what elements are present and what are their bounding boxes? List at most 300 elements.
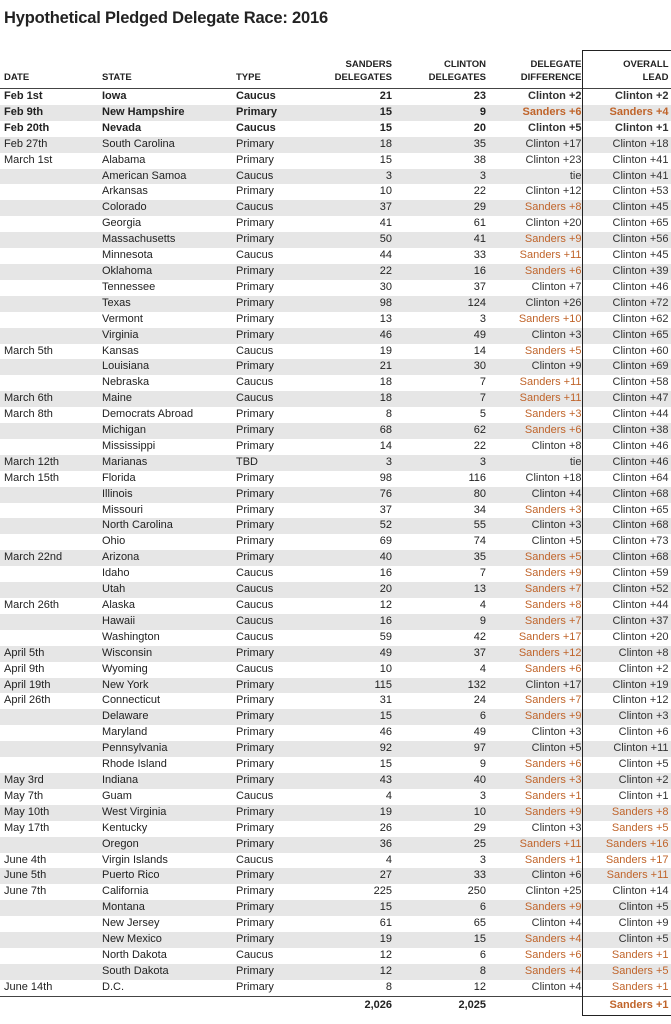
cell-state: Iowa <box>102 90 127 102</box>
cell-clinton-delegates: 24 <box>473 694 486 707</box>
table-row <box>0 153 671 169</box>
cell-state: Arizona <box>102 550 236 566</box>
cell-clinton-delegates: 34 <box>473 503 486 516</box>
cell-state: New Jersey <box>102 917 160 930</box>
cell-overall-lead: Clinton +68 <box>582 518 671 534</box>
cell-type: Primary <box>236 328 312 344</box>
cell-type: Primary <box>236 709 312 725</box>
table-row <box>0 884 671 900</box>
cell-delegate-difference: Clinton +18 <box>525 471 582 484</box>
cell-clinton-delegates: 29 <box>473 821 486 834</box>
cell-sanders-delegates: 50 <box>312 232 392 248</box>
cell-delegate-difference: Clinton +17 <box>486 678 582 694</box>
cell-sanders-delegates: 15 <box>379 153 392 166</box>
cell-overall-lead: Clinton +2 <box>582 662 671 678</box>
cell-date: Feb 20th <box>4 121 50 134</box>
table-row <box>0 678 671 694</box>
cell-clinton-delegates: 61 <box>473 217 486 230</box>
table-row <box>0 248 671 264</box>
cell-overall-lead: Clinton +65 <box>582 216 671 232</box>
cell-state: Connecticut <box>102 694 161 707</box>
cell-delegate-difference: Sanders +3 <box>524 408 582 421</box>
cell-sanders-delegates: 27 <box>312 868 392 884</box>
cell-clinton-delegates: 35 <box>392 137 486 153</box>
cell-date <box>0 248 102 264</box>
cell-type: Primary <box>236 280 274 293</box>
header-date: DATE <box>4 72 30 83</box>
cell-clinton-delegates: 55 <box>392 518 486 534</box>
cell-overall-lead: Clinton +64 <box>582 471 671 487</box>
cell-overall-lead: Clinton +41 <box>582 153 671 169</box>
table-row <box>0 391 671 407</box>
cell-date <box>0 359 102 375</box>
cell-delegate-difference: Sanders +4 <box>486 932 582 948</box>
cell-sanders-delegates: 4 <box>385 853 392 866</box>
cell-sanders-delegates: 18 <box>312 391 392 407</box>
cell-overall-lead: Clinton +68 <box>582 550 671 566</box>
cell-date <box>0 216 102 232</box>
cell-type: Caucus <box>236 391 312 407</box>
cell-overall-lead: Clinton +2 <box>582 773 671 789</box>
cell-overall-lead: Clinton +9 <box>582 916 671 932</box>
cell-sanders-delegates: 16 <box>379 567 392 580</box>
cell-date <box>0 264 102 280</box>
cell-delegate-difference: Clinton +4 <box>486 487 582 503</box>
cell-type: Primary <box>236 137 312 153</box>
cell-date: June 5th <box>0 868 102 884</box>
cell-type: Primary <box>236 471 274 484</box>
cell-overall-lead: Clinton +38 <box>582 423 671 439</box>
cell-overall-lead: Sanders +16 <box>582 837 671 853</box>
cell-state: South Dakota <box>102 964 236 980</box>
cell-delegate-difference: Clinton +6 <box>486 868 582 884</box>
cell-clinton-delegates: 38 <box>473 153 486 166</box>
cell-delegate-difference: Clinton +23 <box>525 153 582 166</box>
table-row <box>0 757 671 773</box>
cell-clinton-delegates: 10 <box>392 805 486 821</box>
cell-date: March 6th <box>0 391 102 407</box>
cell-date <box>0 900 102 916</box>
cell-overall-lead: Clinton +56 <box>582 232 671 248</box>
cell-sanders-delegates: 61 <box>379 917 392 930</box>
cell-type: Primary <box>236 678 312 694</box>
cell-overall-lead: Clinton +59 <box>582 566 671 582</box>
table-row <box>0 232 671 248</box>
cell-state: Colorado <box>102 200 236 216</box>
cell-sanders-delegates: 52 <box>312 518 392 534</box>
cell-state: Georgia <box>102 217 142 230</box>
cell-overall-lead: Clinton +1 <box>582 789 671 805</box>
cell-delegate-difference: tie <box>486 455 582 471</box>
cell-sanders-delegates: 59 <box>379 630 392 643</box>
cell-state: Oklahoma <box>102 264 236 280</box>
cell-type: Primary <box>236 185 274 198</box>
cell-date <box>0 312 102 328</box>
cell-date <box>0 916 102 932</box>
cell-sanders-delegates: 225 <box>373 885 392 898</box>
cell-clinton-delegates: 9 <box>479 758 486 771</box>
cell-clinton-delegates: 80 <box>392 487 486 503</box>
cell-sanders-delegates: 46 <box>312 328 392 344</box>
table-row <box>0 312 671 328</box>
cell-clinton-delegates: 3 <box>392 455 486 471</box>
cell-clinton-delegates: 16 <box>392 264 486 280</box>
table-row <box>0 105 671 121</box>
cell-type: Primary <box>236 503 274 516</box>
cell-sanders-delegates: 3 <box>312 169 392 185</box>
cell-type: TBD <box>236 455 312 471</box>
cell-sanders-delegates: 12 <box>312 964 392 980</box>
cell-sanders-delegates: 98 <box>379 471 392 484</box>
cell-clinton-delegates: 7 <box>392 391 486 407</box>
cell-date <box>0 837 102 853</box>
cell-delegate-difference: Sanders +1 <box>524 853 582 866</box>
cell-type: Caucus <box>236 853 274 866</box>
cell-overall-lead: Clinton +19 <box>582 678 671 694</box>
cell-sanders-delegates: 98 <box>312 296 392 312</box>
delegate-table <box>0 50 671 1016</box>
cell-date: April 19th <box>0 678 102 694</box>
cell-clinton-delegates: 25 <box>392 837 486 853</box>
cell-type: Primary <box>236 694 274 707</box>
cell-state: South Carolina <box>102 137 236 153</box>
cell-overall-lead: Sanders +8 <box>582 805 671 821</box>
cell-date <box>0 296 102 312</box>
cell-overall-lead: Clinton +45 <box>582 200 671 216</box>
cell-sanders-delegates: 43 <box>312 773 392 789</box>
cell-clinton-delegates: 20 <box>473 121 486 134</box>
table-row <box>0 646 671 662</box>
cell-state: Tennessee <box>102 280 156 293</box>
totals-spacer <box>236 996 312 1015</box>
cell-state: Nevada <box>102 121 142 134</box>
cell-overall-lead: Clinton +20 <box>582 630 671 646</box>
cell-type: Primary <box>236 980 274 993</box>
cell-date <box>0 439 102 455</box>
cell-overall-lead: Clinton +6 <box>582 725 671 741</box>
cell-clinton-delegates: 42 <box>473 630 486 643</box>
table-row <box>0 964 671 980</box>
cell-sanders-delegates: 8 <box>385 980 392 993</box>
cell-delegate-difference: Sanders +11 <box>519 249 582 262</box>
cell-state: West Virginia <box>102 805 236 821</box>
cell-delegate-difference: Sanders +10 <box>518 312 582 325</box>
cell-date <box>0 328 102 344</box>
cell-overall-lead: Clinton +37 <box>582 614 671 630</box>
cell-state: Texas <box>102 296 236 312</box>
cell-sanders-delegates: 21 <box>379 90 392 102</box>
cell-type: Primary <box>236 758 274 771</box>
table-row <box>0 534 671 550</box>
cell-sanders-delegates: 16 <box>312 614 392 630</box>
cell-type: Primary <box>236 312 274 325</box>
cell-sanders-delegates: 3 <box>312 455 392 471</box>
cell-delegate-difference: Clinton +3 <box>531 726 582 739</box>
table-header-row <box>0 51 671 89</box>
table-row <box>0 980 671 996</box>
cell-clinton-delegates: 7 <box>479 567 486 580</box>
cell-delegate-difference: Clinton +26 <box>486 296 582 312</box>
cell-state: Kansas <box>102 344 139 357</box>
cell-date: April 9th <box>4 662 45 675</box>
cell-state: North Dakota <box>102 948 167 961</box>
cell-type: Primary <box>236 805 312 821</box>
cell-overall-lead: Clinton +52 <box>582 582 671 598</box>
cell-type: Caucus <box>236 376 274 389</box>
cell-state: Michigan <box>102 423 236 439</box>
cell-overall-lead: Clinton +14 <box>582 884 671 900</box>
cell-type: Primary <box>236 487 312 503</box>
cell-state: Alabama <box>102 153 146 166</box>
cell-type: Primary <box>236 217 274 230</box>
cell-type: Primary <box>236 408 274 421</box>
cell-overall-lead: Clinton +39 <box>582 264 671 280</box>
cell-overall-lead: Sanders +5 <box>582 964 671 980</box>
cell-date: May 17th <box>4 821 50 834</box>
cell-date <box>0 725 102 741</box>
cell-state: Virgin Islands <box>102 853 168 866</box>
cell-clinton-delegates: 97 <box>392 741 486 757</box>
cell-overall-lead: Clinton +44 <box>582 407 671 423</box>
cell-clinton-delegates: 30 <box>392 359 486 375</box>
cell-type: Caucus <box>236 614 312 630</box>
cell-overall-lead: Clinton +46 <box>582 439 671 455</box>
table-row <box>0 487 671 503</box>
table-row <box>0 423 671 439</box>
cell-delegate-difference: Clinton +5 <box>528 121 582 134</box>
cell-sanders-delegates: 49 <box>312 646 392 662</box>
cell-overall-lead: Clinton +65 <box>582 328 671 344</box>
cell-date <box>0 487 102 503</box>
table-row <box>0 948 671 964</box>
cell-sanders-delegates: 15 <box>312 105 392 121</box>
cell-type: Caucus <box>236 169 312 185</box>
cell-state: Mississippi <box>102 439 156 452</box>
cell-type: Caucus <box>236 789 274 802</box>
cell-state: Alaska <box>102 599 136 611</box>
table-row <box>0 375 671 391</box>
cell-clinton-delegates: 65 <box>473 917 486 930</box>
cell-overall-lead: Clinton +73 <box>582 534 671 550</box>
cell-state: Ohio <box>102 535 126 548</box>
cell-clinton-delegates: 132 <box>392 678 486 694</box>
cell-state: Maine <box>102 391 236 407</box>
cell-delegate-difference: Clinton +8 <box>531 439 582 452</box>
cell-clinton-delegates: 9 <box>392 105 486 121</box>
cell-type: Primary <box>236 535 274 548</box>
cell-date <box>0 630 102 646</box>
cell-delegate-difference: Sanders +6 <box>524 758 582 771</box>
cell-sanders-delegates: 15 <box>379 758 392 771</box>
cell-sanders-delegates: 40 <box>312 550 392 566</box>
cell-type: Caucus <box>236 630 274 643</box>
cell-state: Illinois <box>102 487 236 503</box>
cell-sanders-delegates: 31 <box>379 694 392 707</box>
cell-type: Primary <box>236 932 312 948</box>
cell-overall-lead: Clinton +72 <box>582 296 671 312</box>
cell-date <box>0 614 102 630</box>
cell-sanders-delegates: 8 <box>385 408 392 421</box>
cell-date <box>0 566 102 582</box>
cell-clinton-delegates: 22 <box>473 439 486 452</box>
cell-state: Maryland <box>102 726 148 739</box>
cell-clinton-delegates: 12 <box>473 980 486 993</box>
header-type: TYPE <box>236 72 261 83</box>
cell-type: Primary <box>236 264 312 280</box>
cell-delegate-difference: Clinton +5 <box>531 535 582 548</box>
table-row <box>0 853 671 869</box>
cell-date: May 10th <box>0 805 102 821</box>
table-row <box>0 455 671 471</box>
cell-type: Caucus <box>236 599 274 611</box>
cell-type: Caucus <box>236 249 274 262</box>
delegate-table-container <box>0 50 671 1016</box>
cell-clinton-delegates: 3 <box>479 312 486 325</box>
cell-delegate-difference: Clinton +3 <box>486 518 582 534</box>
header-overall-lead: OVERALL LEAD <box>582 51 671 89</box>
cell-state: Delaware <box>102 709 236 725</box>
cell-clinton-delegates: 4 <box>479 599 486 611</box>
cell-type: Primary <box>236 885 274 898</box>
cell-date: May 3rd <box>0 773 102 789</box>
cell-overall-lead: Clinton +41 <box>582 169 671 185</box>
cell-clinton-delegates: 7 <box>479 376 486 389</box>
cell-date <box>0 423 102 439</box>
cell-date <box>0 375 102 391</box>
cell-type: Primary <box>236 821 274 834</box>
cell-overall-lead: Clinton +1 <box>582 121 671 137</box>
table-row <box>0 932 671 948</box>
cell-type: Caucus <box>236 582 312 598</box>
cell-state: California <box>102 885 149 898</box>
cell-date: March 26th <box>4 599 60 611</box>
totals-spacer <box>0 996 102 1015</box>
table-row <box>0 709 671 725</box>
header-delegate-difference: DELEGATE DIFFERENCE <box>520 59 582 83</box>
cell-state: Louisiana <box>102 359 236 375</box>
cell-date: Feb 9th <box>0 105 102 121</box>
cell-date <box>0 534 102 550</box>
cell-date <box>0 741 102 757</box>
table-row <box>0 216 671 232</box>
cell-state: Utah <box>102 582 236 598</box>
cell-clinton-delegates: 116 <box>468 471 486 484</box>
cell-delegate-difference: Sanders +6 <box>486 105 582 121</box>
totals-spacer <box>102 996 236 1015</box>
cell-clinton-delegates: 33 <box>473 249 486 262</box>
cell-delegate-difference: Sanders +11 <box>486 391 582 407</box>
header-sanders-delegates: SANDERS DELEGATES <box>334 59 392 83</box>
cell-delegate-difference: Sanders +17 <box>518 630 582 643</box>
cell-delegate-difference: Sanders +9 <box>486 805 582 821</box>
cell-sanders-delegates: 44 <box>379 249 392 262</box>
cell-clinton-delegates: 4 <box>479 662 486 675</box>
cell-overall-lead: Sanders +4 <box>582 105 671 121</box>
cell-sanders-delegates: 46 <box>379 726 392 739</box>
cell-clinton-delegates: 13 <box>392 582 486 598</box>
cell-sanders-delegates: 30 <box>379 280 392 293</box>
cell-overall-lead: Clinton +58 <box>582 375 671 391</box>
cell-delegate-difference: Sanders +3 <box>524 503 582 516</box>
cell-state: New Mexico <box>102 932 236 948</box>
cell-overall-lead: Clinton +45 <box>582 248 671 264</box>
cell-sanders-delegates: 69 <box>379 535 392 548</box>
cell-delegate-difference: Clinton +25 <box>525 885 582 898</box>
cell-date <box>0 280 102 296</box>
table-row <box>0 184 671 200</box>
cell-clinton-delegates: 23 <box>473 90 486 102</box>
cell-delegate-difference: Sanders +9 <box>486 232 582 248</box>
cell-date: March 8th <box>4 408 53 421</box>
cell-date: April 5th <box>0 646 102 662</box>
cell-date <box>0 932 102 948</box>
cell-delegate-difference: Sanders +7 <box>486 582 582 598</box>
cell-delegate-difference: Sanders +8 <box>524 599 582 611</box>
cell-clinton-delegates: 29 <box>392 200 486 216</box>
cell-date <box>0 582 102 598</box>
cell-type: Caucus <box>236 121 276 134</box>
cell-state: Florida <box>102 471 136 484</box>
table-row <box>0 344 671 360</box>
cell-sanders-delegates: 37 <box>379 503 392 516</box>
cell-sanders-delegates: 14 <box>379 439 392 452</box>
cell-clinton-delegates: 124 <box>392 296 486 312</box>
table-row <box>0 200 671 216</box>
cell-state: Marianas <box>102 455 236 471</box>
table-row <box>0 693 671 709</box>
cell-delegate-difference: Sanders +7 <box>486 614 582 630</box>
cell-delegate-difference: Sanders +5 <box>524 344 582 357</box>
table-row <box>0 725 671 741</box>
cell-date <box>0 948 102 964</box>
cell-delegate-difference: Clinton +20 <box>525 217 582 230</box>
table-row <box>0 280 671 296</box>
table-row <box>0 359 671 375</box>
cell-clinton-delegates: 9 <box>392 614 486 630</box>
cell-clinton-delegates: 49 <box>392 328 486 344</box>
cell-clinton-delegates: 6 <box>392 900 486 916</box>
cell-clinton-delegates: 40 <box>392 773 486 789</box>
cell-date: June 7th <box>4 885 47 898</box>
cell-state: Indiana <box>102 773 236 789</box>
cell-state: Virginia <box>102 328 236 344</box>
cell-date: April 26th <box>4 694 51 707</box>
cell-clinton-delegates: 250 <box>467 885 486 898</box>
cell-overall-lead: Clinton +68 <box>582 487 671 503</box>
cell-state: Democrats Abroad <box>102 408 194 421</box>
total-sanders: 2,026 <box>312 996 392 1015</box>
cell-overall-lead: Clinton +3 <box>582 709 671 725</box>
cell-state: Minnesota <box>102 249 153 262</box>
table-row <box>0 805 671 821</box>
table-row <box>0 773 671 789</box>
table-row <box>0 821 671 837</box>
cell-date: March 12th <box>0 455 102 471</box>
table-row <box>0 439 671 455</box>
header-clinton-delegates: CLINTON DELEGATES <box>428 59 486 83</box>
cell-delegate-difference: Clinton +3 <box>486 328 582 344</box>
cell-type: Primary <box>236 900 312 916</box>
cell-state: Rhode Island <box>102 758 167 771</box>
cell-delegate-difference: Sanders +9 <box>486 900 582 916</box>
table-row <box>0 471 671 487</box>
cell-clinton-delegates: 3 <box>479 789 486 802</box>
table-row <box>0 916 671 932</box>
cell-overall-lead: Clinton +11 <box>582 741 671 757</box>
cell-clinton-delegates: 35 <box>392 550 486 566</box>
cell-date <box>0 757 102 773</box>
cell-delegate-difference: Sanders +5 <box>486 550 582 566</box>
